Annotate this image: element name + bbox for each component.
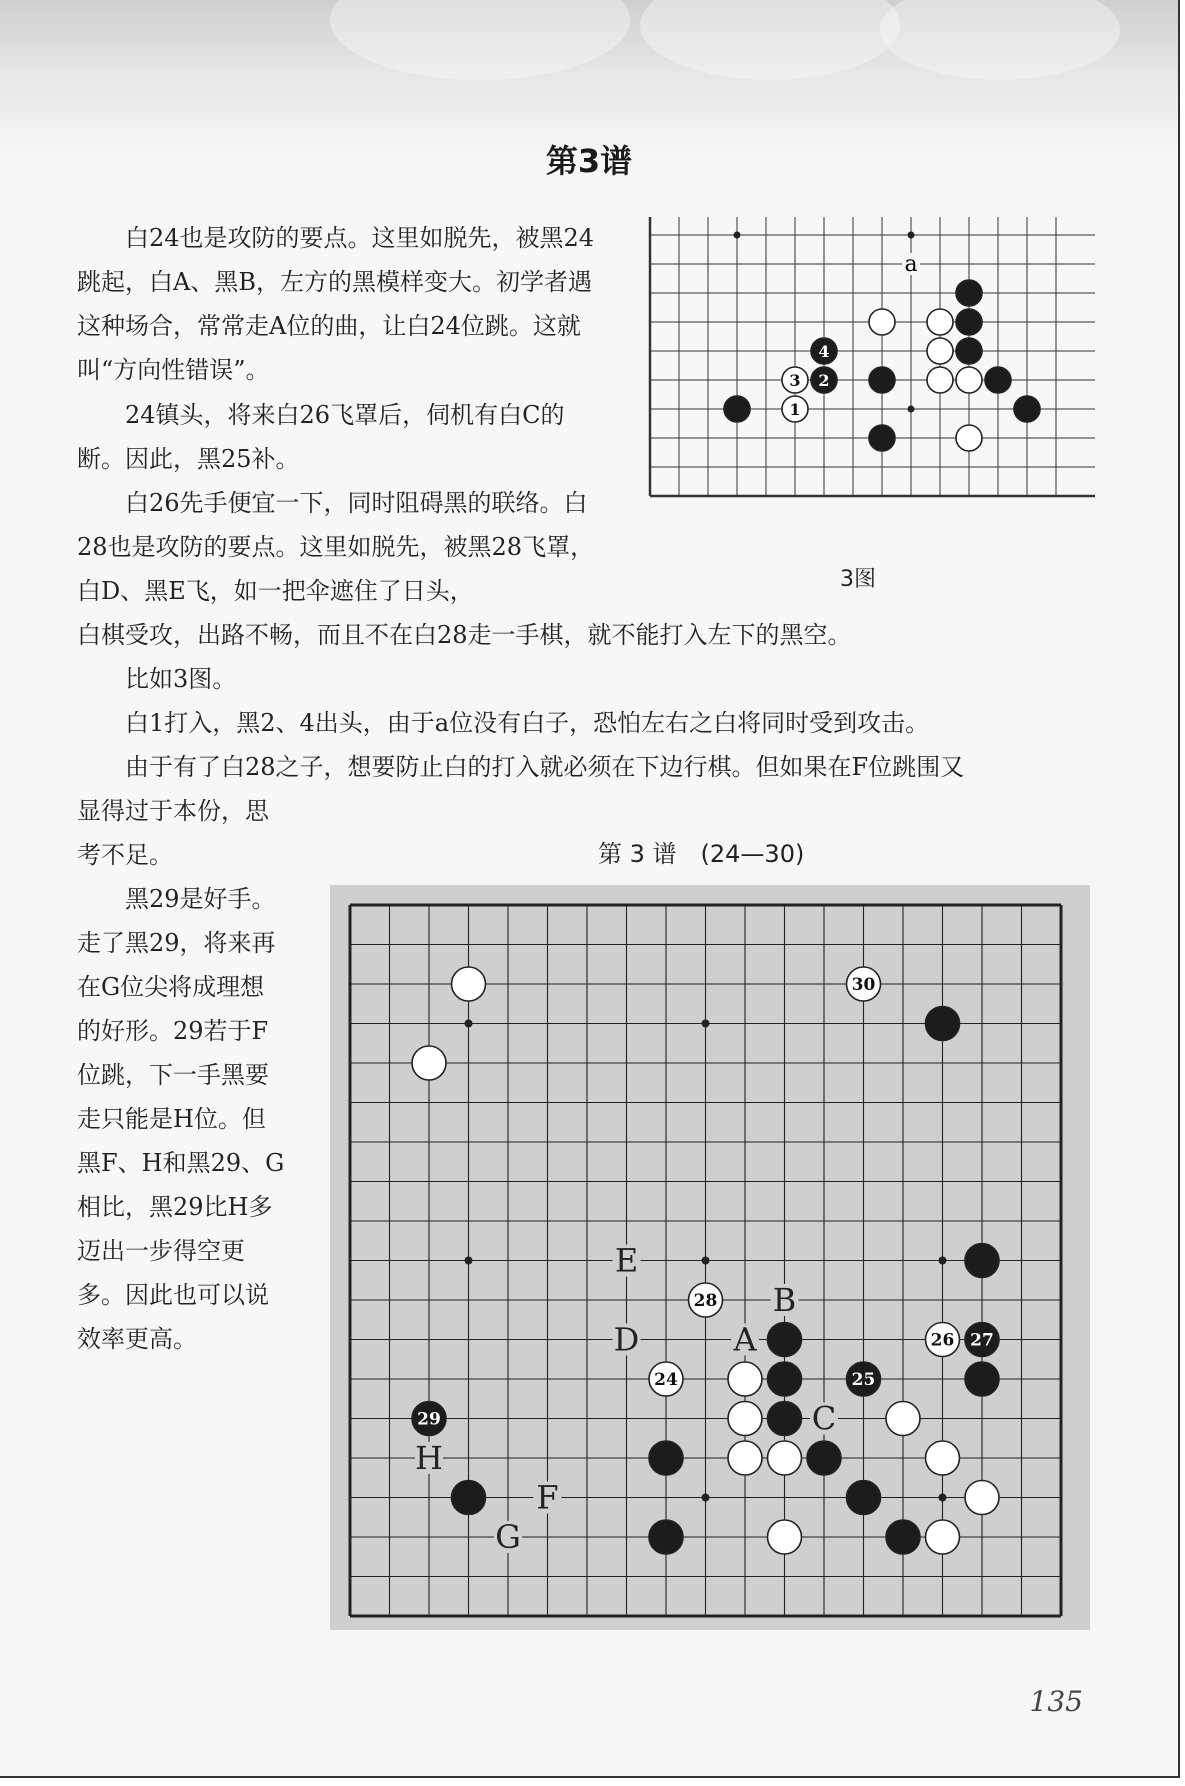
paragraph-1: 白24也是攻防的要点。这里如脱先，被黑24跳起，白A、黑B，左方的黑模样变大。初学者遇这种场合，常常走A位的曲，让白24位跳。这就叫“方向性错误”。 [77, 224, 595, 384]
point-label-a: A [733, 1320, 757, 1359]
move-number: 24 [654, 1370, 678, 1391]
star-point [465, 1020, 473, 1028]
paragraph-5: 白1打入，黑2、4出头，由于a位没有白子，恐怕左右之白将同时受到攻击。 [125, 709, 930, 737]
white-stone [728, 1441, 762, 1475]
paragraph-3: 白26先手便宜一下，同时阻碍黑的联络。白28也是攻防的要点。这里如脱先，被黑28飞罩，白D、黑E飞，如一把伞遮住了日头， [77, 489, 595, 605]
diagram-title: 第 3 谱 (24—30) [598, 840, 805, 868]
black-stone [869, 367, 895, 393]
black-stone [807, 1441, 841, 1475]
star-point [702, 1257, 710, 1265]
black-stone [985, 367, 1011, 393]
page-title: 第3谱 [545, 142, 633, 180]
point-label-f: F [536, 1478, 559, 1517]
paragraph-7: 黑29是好手。走了黑29，将来再在G位尖将成理想的好形。29若于F位跳，下一手黑要走只能是H位。但黑F、H和黑29、G相比，黑29比H多迈出一步得空更多。因此也可以说效率更高。 [77, 885, 285, 1353]
white-stone [965, 1481, 999, 1515]
white-stone [869, 309, 895, 335]
move-number: 2 [818, 370, 830, 390]
point-label-e: E [614, 1241, 639, 1280]
move-number: 3 [789, 370, 801, 390]
black-stone [869, 425, 895, 451]
black-stone [886, 1520, 920, 1554]
move-number: 25 [851, 1370, 876, 1391]
black-stone [1014, 396, 1040, 422]
point-label-h: H [415, 1439, 443, 1477]
move-number: 29 [417, 1409, 441, 1430]
figure-3-caption: 3图 [840, 567, 876, 592]
white-stone [927, 338, 953, 364]
star-point [702, 1020, 710, 1028]
black-stone [965, 1244, 999, 1278]
white-stone [412, 1046, 446, 1080]
white-stone [956, 425, 982, 451]
black-stone [768, 1402, 802, 1436]
black-stone [649, 1441, 683, 1475]
paragraph-3-continued: 白棋受攻，出路不畅，而且不在白28走一手棋，就不能打入左下的黑空。 [77, 621, 852, 649]
point-label-a: a [904, 252, 918, 277]
move-number: 4 [818, 341, 830, 361]
white-stone [728, 1362, 762, 1396]
star-point [702, 1494, 710, 1502]
move-number: 26 [930, 1330, 955, 1351]
black-stone [965, 1362, 999, 1396]
main-go-board [330, 885, 1090, 1630]
star-point [908, 232, 915, 239]
white-stone [927, 367, 953, 393]
white-stone [926, 1441, 960, 1475]
white-stone [927, 309, 953, 335]
white-stone [452, 967, 486, 1001]
black-stone [926, 1007, 960, 1041]
white-stone [886, 1402, 920, 1436]
white-stone [768, 1520, 802, 1554]
move-number: 30 [851, 975, 876, 996]
star-point [465, 1257, 473, 1265]
black-stone [649, 1520, 683, 1554]
white-stone [728, 1402, 762, 1436]
point-label-g: G [495, 1518, 521, 1556]
black-stone [724, 396, 750, 422]
paragraph-4: 比如3图。 [125, 665, 237, 693]
black-stone [768, 1323, 802, 1357]
point-label-d: D [613, 1320, 640, 1359]
paragraph-2: 24镇头，将来白26飞罩后，伺机有白C的断。因此，黑25补。 [77, 401, 565, 473]
move-number: 28 [693, 1291, 718, 1312]
black-stone [956, 309, 982, 335]
black-stone [452, 1481, 486, 1515]
black-stone [956, 280, 982, 306]
white-stone [926, 1520, 960, 1554]
move-number: 27 [970, 1330, 994, 1351]
star-point [908, 406, 915, 413]
black-stone [956, 338, 982, 364]
page-number: 135 [1029, 1685, 1083, 1718]
star-point [734, 232, 741, 239]
black-stone [768, 1362, 802, 1396]
figure-3-board [630, 215, 1100, 545]
paragraph-6-continued: 显得过于本份，思考不足。 [77, 797, 269, 869]
white-stone [768, 1441, 802, 1475]
white-stone [956, 367, 982, 393]
star-point [939, 1257, 947, 1265]
star-point [939, 1494, 947, 1502]
move-number: 1 [789, 399, 801, 419]
point-label-b: B [772, 1281, 797, 1319]
point-label-c: C [811, 1399, 837, 1438]
black-stone [847, 1481, 881, 1515]
paragraph-6: 由于有了白28之子，想要防止白的打入就必须在下边行棋。但如果在F位跳围又 [125, 753, 965, 781]
